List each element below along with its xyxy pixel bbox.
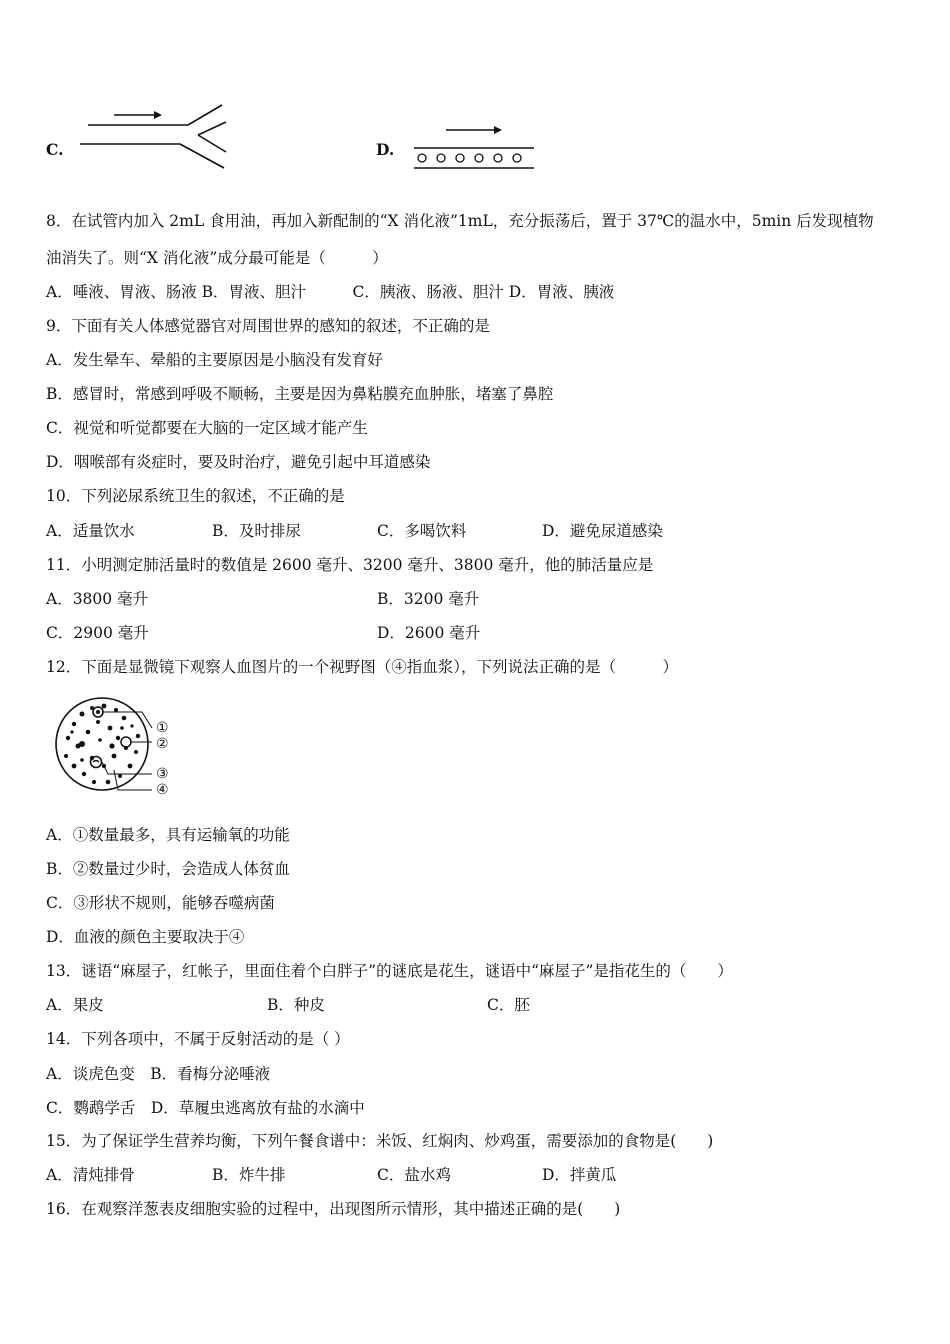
q15-option-b: B．炸牛排	[212, 1166, 286, 1184]
q10-option-a: A．适量饮水	[46, 522, 135, 540]
q11-stem: 11．小明测定肺活量时的数值是 2600 毫升、3200 毫升、3800 毫升，他的肺活量应是	[46, 556, 654, 574]
q11-option-c: C．2900 毫升	[46, 624, 149, 642]
q13-stem: 13．谜语“麻屋子，红帐子，里面住着个白胖子”的谜底是花生，谜语中“麻屋子”是指花生的（ ）	[46, 962, 733, 980]
q15-option-a: A．清炖排骨	[46, 1166, 135, 1184]
q14-options-ab: A．谈虎色变 B．看梅分泌唾液	[46, 1065, 271, 1083]
q13-option-b: B．种皮	[267, 996, 325, 1014]
figure-c-vessel-diagram	[76, 100, 236, 170]
blood-label-4: ④	[156, 782, 169, 798]
q9-option-c: C．视觉和听觉都要在大脑的一定区域才能产生	[46, 419, 368, 437]
q14-options-cd: C．鹦鹉学舌 D．草履虫逃离放有盐的水滴中	[46, 1099, 365, 1117]
q12-option-a: A．①数量最多，具有运输氧的功能	[46, 826, 290, 844]
q8-stem-line2: 油消失了。则“X 消化液”成分最可能是（ ）	[46, 249, 388, 267]
q9-stem: 9．下面有关人体感觉器官对周围世界的感知的叙述，不正确的是	[46, 317, 490, 335]
q11-option-b: B．3200 毫升	[377, 590, 480, 608]
q12-stem: 12．下面是显微镜下观察人血图片的一个视野图（④指血浆），下列说法正确的是（ ）	[46, 658, 678, 676]
blood-label-2: ②	[156, 736, 169, 752]
figure-d-label: D.	[376, 140, 395, 159]
q12-option-b: B．②数量过少时，会造成人体贫血	[46, 860, 290, 878]
q8-stem-line1: 8．在试管内加入 2mL 食用油，再加入新配制的“X 消化液”1mL，充分振荡后，置于 37℃的温水中，5min 后发现植物	[46, 212, 874, 230]
q12-option-c: C．③形状不规则，能够吞噬病菌	[46, 894, 275, 912]
q10-option-b: B．及时排尿	[212, 522, 301, 540]
q10-option-d: D．避免尿道感染	[542, 522, 663, 540]
q9-option-d: D．咽喉部有炎症时，要及时治疗，避免引起中耳道感染	[46, 453, 431, 471]
q15-option-d: D．拌黄瓜	[542, 1166, 617, 1184]
figure-d-capillary-diagram	[410, 120, 540, 172]
q10-stem: 10．下列泌尿系统卫生的叙述，不正确的是	[46, 487, 345, 505]
figure-c-label: C.	[46, 140, 64, 159]
q11-option-a: A．3800 毫升	[46, 590, 149, 608]
q16-stem: 16．在观察洋葱表皮细胞实验的过程中，出现图所示情形，其中描述正确的是( )	[46, 1200, 621, 1218]
q13-option-c: C．胚	[487, 996, 530, 1014]
q10-option-c: C．多喝饮料	[377, 522, 467, 540]
q8-options: A．唾液、胃液、肠液 B．胃液、胆汁 C．胰液、肠液、胆汁 D．胃液、胰液	[46, 283, 615, 301]
blood-label-3: ③	[156, 766, 169, 782]
q9-option-a: A．发生晕车、晕船的主要原因是小脑没有发育好	[46, 351, 383, 369]
q11-option-d: D．2600 毫升	[377, 624, 481, 642]
q15-stem: 15．为了保证学生营养均衡，下列午餐食谱中：米饭、红焖肉、炒鸡蛋，需要添加的食物是( )	[46, 1132, 714, 1150]
q12-option-d: D．血液的颜色主要取决于④	[46, 928, 245, 946]
q9-option-b: B．感冒时，常感到呼吸不顺畅，主要是因为鼻粘膜充血肿胀，堵塞了鼻腔	[46, 385, 554, 403]
q14-stem: 14．下列各项中，不属于反射活动的是（ ）	[46, 1030, 350, 1048]
blood-label-1: ①	[156, 720, 169, 736]
q15-option-c: C．盐水鸡	[377, 1166, 451, 1184]
q13-option-a: A．果皮	[46, 996, 104, 1014]
